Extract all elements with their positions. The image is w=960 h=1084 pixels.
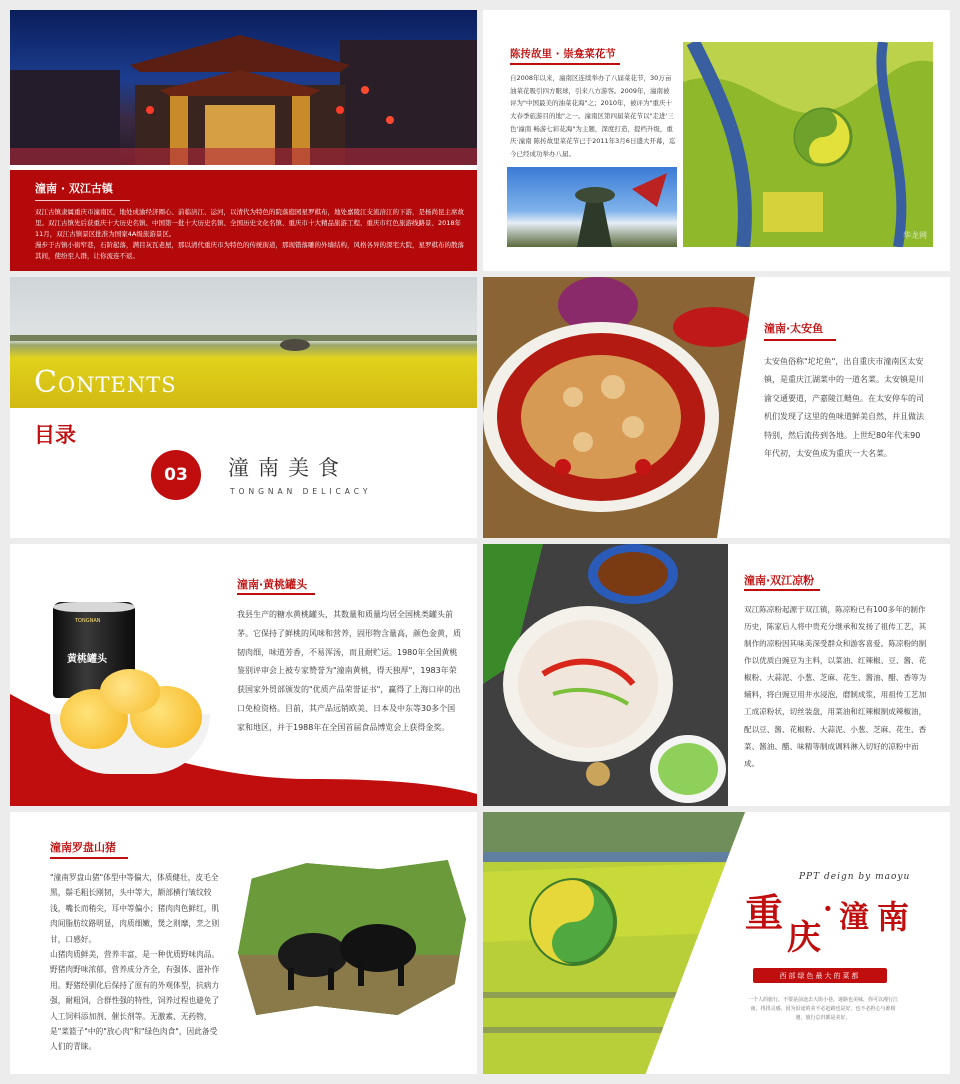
liangfen-photo (483, 544, 728, 806)
calligraphy-char-3: · (823, 892, 833, 925)
section-title: 潼南美食 (228, 456, 348, 480)
section-number-badge (151, 450, 201, 500)
mulu-label: 目录 (34, 423, 76, 447)
slide-body-text: 双江陈凉粉起源于双江镇，陈凉粉已有100多年的制作历史，陈家后人将中贵充分继承和发扬了祖传工艺，其制作的凉粉因其味美深受群众和游客喜爱。陈凉粉的制作以优质白豌豆为主料，以菜油、红辣椒、豆、酱、花椒粉、大蒜泥、小葱、芝麻、花生、酱油、醋、香等为辅料，将白豌豆用井水浸泡，磨制成浆，用祖传工艺加工成凉粉状，切丝装盘，用菜油和红辣椒制成辣椒油，配以豆、酱、花椒粉、大蒜泥、小葱、芝麻、花生、香菜、酱油、醋、味精等制成调料淋入切好的凉粉中而成。 (744, 605, 927, 768)
boar-graphic (238, 860, 466, 1015)
slide-title: 潼南 · 双江古镇 (35, 182, 113, 195)
slide-chongqing-tongnan (483, 812, 950, 1074)
calligraphy-char-2: 庆 (787, 918, 821, 958)
slogan-text: 西部绿色最大的菜都 (779, 971, 861, 980)
ancient-town-photo (10, 10, 477, 165)
taiji-field-graphic (683, 42, 933, 247)
section-number: 03 (164, 465, 188, 485)
calligraphy-char-5: 南 (877, 898, 910, 936)
watermark: 华龙网 (903, 231, 927, 240)
aerial-field-graphic (483, 812, 745, 1074)
slide-title: 陈抟故里 · 崇龛菜花节 (510, 48, 616, 60)
slide-body-text: 太安鱼俗称"坨坨鱼"，出自重庆市潼南区太安镇，是重庆江湖菜中的一道名菜。太安镇是川渝交通要道，产嘉陵江鲢鱼。在太安停车的司机们发现了这里的鱼味道鲜美自然，并且做法特别，然后流传到各地。上世纪80年代末90年代初，太安鱼成为重庆一大名菜。 (764, 357, 924, 458)
title-underline (764, 339, 836, 341)
ppt-design-credit: PPT deign by maoyu (799, 872, 911, 882)
peach-half-3 (100, 669, 160, 714)
slide-taian-fish (483, 277, 950, 538)
contents-heading: Contents (34, 365, 177, 400)
title-underline (510, 63, 620, 65)
slide-body-text: 自2008年以来，潼南区连续举办了八届菜花节，30万亩油菜花吸引四方眼球，引来八方游客。2009年，潼南被评为"中国最美的油菜花海"之；2010年，被评为"重庆十大春季旅游目的地"之一。潼南区第四届菜花节以"走进'三色'潼南 畅游七彩花海"为主题，深度打造，提档升级，重庆·潼南 陈抟故里菜花节已于2011年3月6日盛大开幕，迄今已经成功举办八届。 (510, 74, 676, 159)
info-band (10, 170, 477, 271)
calligraphy-char-4: 潼 (839, 900, 869, 935)
title-underline (35, 200, 130, 201)
can-brand: TONGNAN (75, 618, 101, 624)
can-label: 黄桃罐头 (67, 654, 107, 665)
calligraphy-char-1: 重 (745, 890, 784, 935)
slide-body-text: 我县生产的糖水黄桃罐头，其数量和质量均居全国桃类罐头前茅。它保持了鲜桃的风味和营养，固形物含量高，颜色金黄，质韧肉细，味道芳香，不易浑汤，而且耐贮运。1980年全国黄桃鉴别评审会上被专家赞誉为"潼南黄桃，得天独厚"，1983年荣获国家外贸部颁发的"优质产品荣誉证书"，赢得了上海口岸的出口免检资格。目前，其产品远销欧美、日本及中东等30多个国家和地区，并于1988年在全国首届食品博览会上获得金奖。 (237, 610, 461, 732)
slogan-badge (753, 968, 887, 983)
title-underline (237, 593, 315, 595)
archway-graphic (10, 10, 477, 165)
slide-title: 潼南罗盘山猪 (50, 841, 116, 854)
slide-title: 潼南·黄桃罐头 (237, 578, 308, 591)
slide-shuangjiang (10, 10, 477, 271)
fish-dish-graphic (483, 277, 755, 538)
section-subtitle: TONGNAN DELICACY (230, 487, 372, 496)
title-underline (50, 857, 128, 859)
slide-title: 潼南·双江凉粉 (744, 574, 815, 587)
can-lid (53, 602, 135, 612)
slide-wild-boar (10, 812, 477, 1074)
slide-contents (10, 277, 477, 538)
taian-fish-photo (483, 277, 755, 538)
slide-liangfen (483, 544, 950, 806)
wild-boar-photo (238, 860, 466, 1015)
calligraphy-title (745, 882, 950, 958)
rice-statue-photo (507, 167, 677, 247)
slide-body-text: "潼南罗盘山猪"体型中等偏大，体质健壮，皮毛全黑，鬃毛粗长刚韧，头中等大，额部横行皱纹较浅，嘴长而稍尖，耳中等偏小；猪肉肉色鲜红，肌肉间脂肪纹路明显，肉质细嫩，煲之则靡，烹之则甘，口感好。 山猪肉质鲜美，营养丰富，是一种优质野味肉品。野猪肉野味浓郁，营养成分齐全，有强体、滋补作用。野猪经驯化后保持了原有的外观体型，抗病力强，耐粗饲，合群性强的特性，饲养过程也避免了人工饲料添加剂、催长剂等。无激素、无药物，是"菜篮子"中的"放心肉"和"绿色肉食"，因此备受人们的青睐。 (50, 873, 220, 1052)
slide-peach-can (10, 544, 477, 806)
title-underline (744, 589, 820, 591)
liangfen-graphic (483, 544, 728, 806)
aerial-field-photo (483, 812, 745, 1074)
statue-graphic (507, 167, 677, 247)
slide-rapeseed-festival (483, 10, 950, 271)
closing-text: 一个人的旅行，不要是前途去大街小巷，迷路也美味，你可以漫行江南，找找灵感。因为沿途的美不必赶路也是好。也不必担心与谁相遇，旅行总归都是美好。 (748, 997, 899, 1021)
slide-title: 潼南·太安鱼 (764, 322, 824, 335)
taiji-field-photo (683, 42, 933, 247)
slide-body-text: 双江古镇隶属重庆市潼南区，地处成渝经济圈心、前临涪江、运河，以清代为特色的院落庭园星罗棋布，地处嘉陵江支流涪江的下游，是杨尚昆主席故里。双江古镇先后获重庆十大历史名镇、中国第一批十大历史名镇、全国历史文化名镇、重庆市十大精品旅游工程、重庆市红色旅游线路景、2018年11月，双江古镇景区批准为国家4A级旅游景区。 漫步于古镇小街窄巷，石阶起落，满目灰瓦老屋，那以清代重庆市为特色的传统街道，那现错落雕的外墙结构，风格各异的深宅大院，星罗棋布的散落其间，使纷至人群，让你流连不返。 (35, 208, 464, 261)
